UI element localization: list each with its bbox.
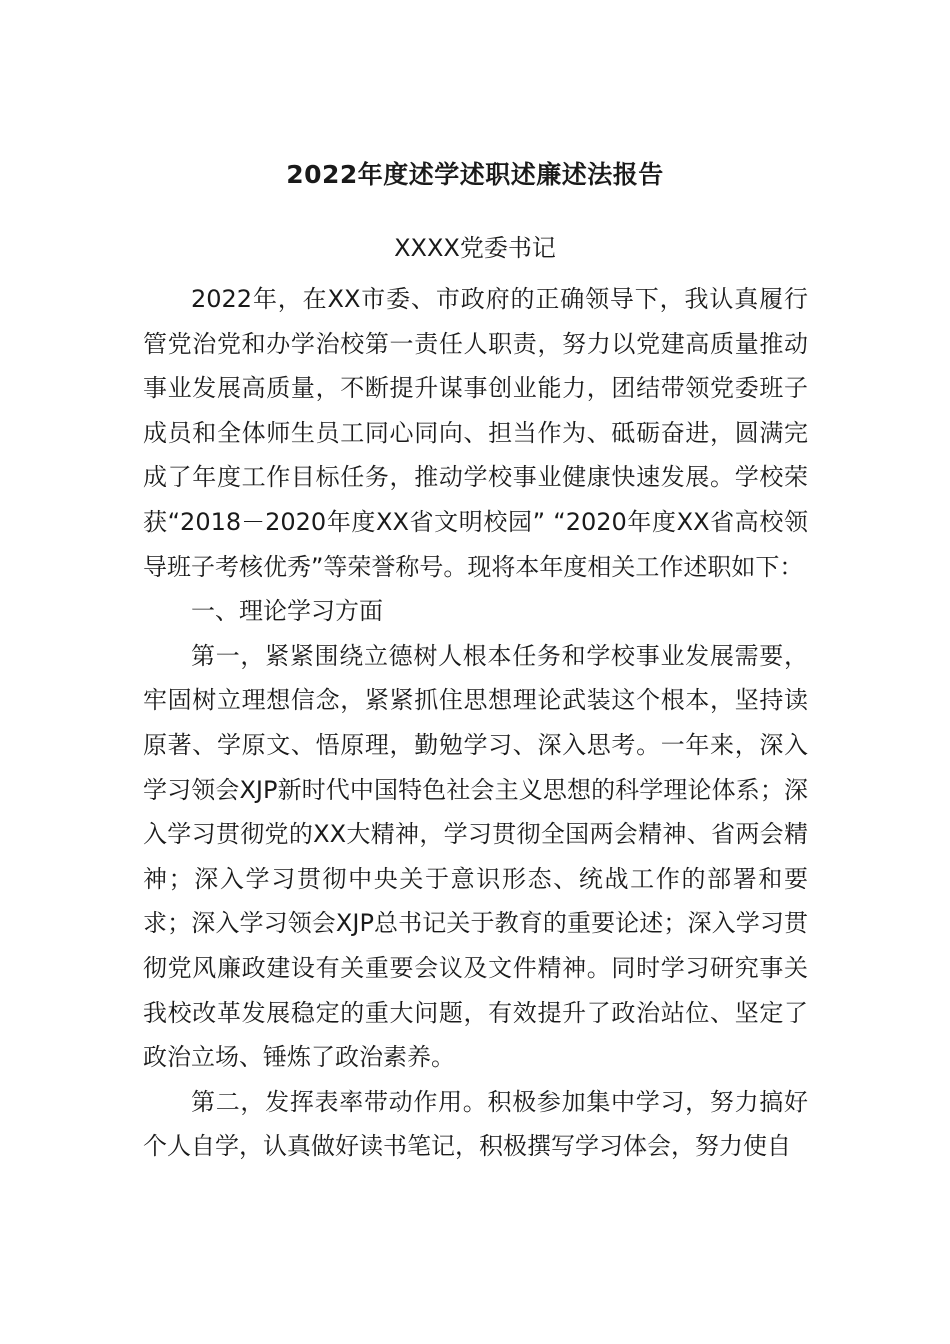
paragraph-second: 第二，发挥表率带动作用。积极参加集中学习，努力搞好个人自学，认真做好读书笔记，积极撰写学习体会，努力使自 <box>143 1087 808 1161</box>
document-body <box>143 277 808 1169</box>
document-author: XXXX党委书记 <box>394 234 556 262</box>
paragraph-first: 第一，紧紧围绕立德树人根本任务和学校事业发展需要，牢固树立理想信念，紧紧抓住思想理论武装这个根本，坚持读原著、学原文、悟原理，勤勉学习、深入思考。一年来，深入学习领会XJP新时代中国特色社会主义思想的科学理论体系；深入学习贯彻党的XX大精神，学习贯彻全国两会精神、省两会精神；深入学习贯彻中央关于意识形态、统战工作的部署和要求；深入学习领会XJP总书记关于教育的重要论述；深入学习贯彻党风廉政建设有关重要会议及文件精神。同时学习研究事关我校改革发展稳定的重大问题，有效提升了政治站位、坚定了政治立场、锤炼了政治素养。 <box>143 641 808 1072</box>
paragraph-intro: 2022年，在XX市委、市政府的正确领导下，我认真履行管党治党和办学治校第一责任人职责，努力以党建高质量推动事业发展高质量，不断提升谋事创业能力，团结带领党委班子成员和全体师生员工同心同向、担当作为、砥砺奋进，圆满完成了年度工作目标任务，推动学校事业健康快速发展。学校荣获“2018－2020年度XX省文明校园” “2020年度XX省高校领导班子考核优秀”等荣誉称号。现将本年度相关工作述职如下： <box>143 285 808 581</box>
document-title: 2022年度述学述职述廉述法报告 <box>286 160 664 189</box>
section-heading: 一、理论学习方面 <box>191 597 383 626</box>
